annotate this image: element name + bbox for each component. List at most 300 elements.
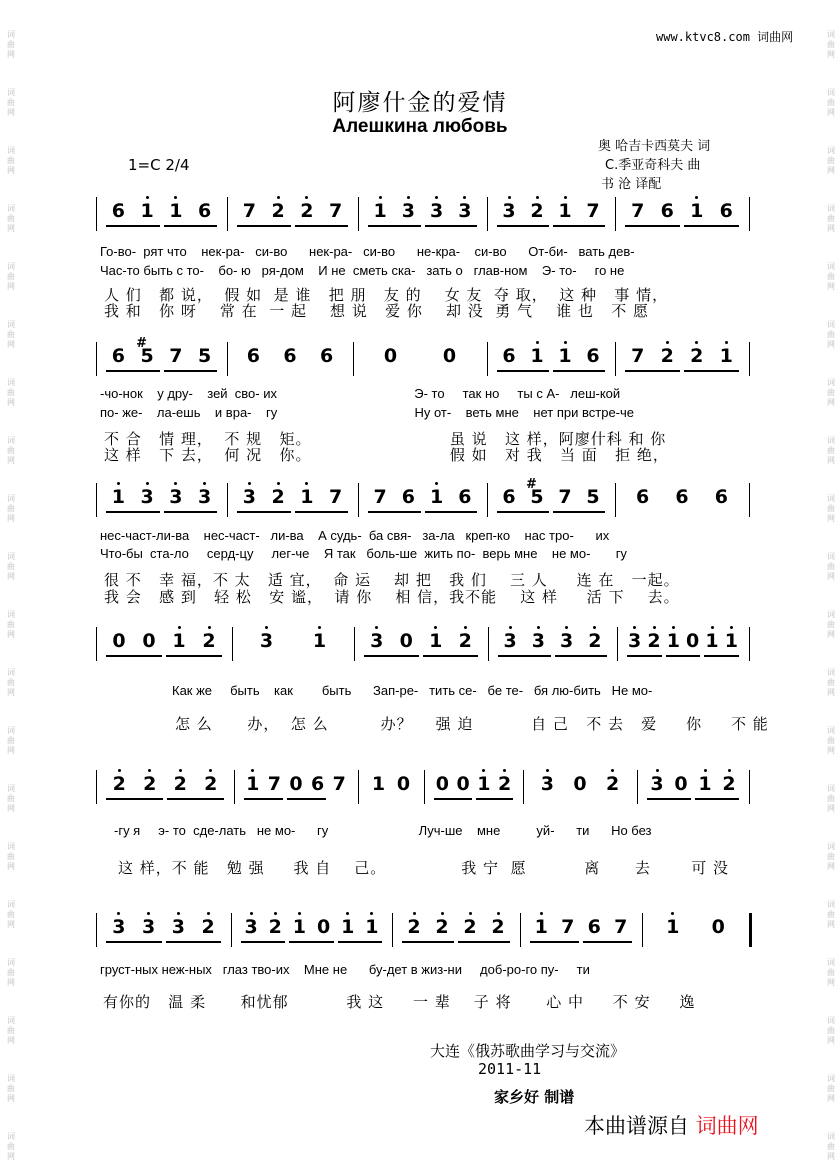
beam-underline — [684, 225, 739, 227]
beam-underline — [106, 798, 163, 800]
high-octave-dot — [435, 482, 438, 485]
watermark-text: 词 曲 网 — [827, 320, 835, 349]
watermark-text: 词 曲 网 — [827, 726, 835, 755]
note: 3 — [502, 200, 516, 222]
high-octave-dot — [209, 769, 212, 772]
left-watermark-strip — [4, 0, 18, 1169]
beam-underline — [402, 941, 454, 943]
barline — [96, 627, 97, 661]
russian-lyric-line: груст-ных неж-ных глаз тво-их Мне не бу-дет в жиз-ни доб-ро-го пу- ти — [100, 962, 590, 977]
high-octave-dot — [633, 626, 636, 629]
note: 5 — [140, 345, 154, 367]
note: 1 — [172, 630, 186, 652]
barline — [96, 197, 97, 231]
beam-underline — [434, 798, 472, 800]
site-url[interactable]: www.ktvc8.com — [656, 30, 750, 44]
high-octave-dot — [251, 769, 254, 772]
chinese-lyric-line: 我 和 你 呀 常 在 一 起 想 说 爱 你 却 没 勇 气 谁 也 不 愿 — [104, 302, 649, 320]
note: 6 — [587, 916, 601, 938]
note: 1 — [534, 916, 548, 938]
note: 6 — [310, 773, 325, 795]
beam-underline — [237, 225, 291, 227]
barline — [232, 627, 233, 661]
barline — [637, 770, 638, 804]
barline — [615, 342, 616, 376]
beam-underline — [106, 941, 162, 943]
watermark-text: 词 曲 网 — [7, 436, 15, 465]
note: 1 — [429, 630, 443, 652]
note: 0 — [442, 345, 457, 367]
watermark-text: 词 曲 网 — [7, 88, 15, 117]
note: 2 — [606, 773, 620, 795]
beam-underline — [289, 941, 333, 943]
note: 6 — [675, 486, 689, 508]
note: 0 — [142, 630, 156, 652]
watermark-text: 词 曲 网 — [7, 1016, 15, 1045]
note: 5 — [586, 486, 600, 508]
barline — [487, 197, 488, 231]
beam-underline — [295, 225, 349, 227]
note: 0 — [383, 345, 398, 367]
watermark-text: 词 曲 网 — [827, 842, 835, 871]
note: 2 — [201, 916, 215, 938]
source-brand[interactable]: 词曲网 — [695, 1114, 759, 1138]
beam-underline — [497, 225, 549, 227]
note: 3 — [140, 486, 154, 508]
note: 3 — [503, 630, 517, 652]
note: 2 — [202, 630, 216, 652]
high-octave-dot — [509, 626, 512, 629]
beam-underline — [106, 655, 162, 657]
barline — [615, 197, 616, 231]
note: 2 — [173, 773, 187, 795]
beam-underline — [237, 511, 291, 513]
beam-underline — [684, 370, 739, 372]
note: 6 — [401, 486, 415, 508]
barline — [227, 483, 228, 517]
barline — [231, 913, 232, 947]
chinese-lyric-line: 不 合 情 理， 不 规 矩。 虽 说 这 样，阿廖什科 和 你 — [104, 430, 667, 448]
note: 2 — [300, 200, 314, 222]
note: 7 — [267, 773, 281, 795]
note: 2 — [647, 630, 661, 652]
high-octave-dot — [346, 912, 349, 915]
barline — [749, 627, 750, 661]
note: 1 — [719, 345, 733, 367]
high-octave-dot — [540, 912, 543, 915]
beam-underline — [497, 370, 549, 372]
note: 0 — [435, 773, 449, 795]
barline — [488, 627, 489, 661]
note: 6 — [636, 486, 650, 508]
chinese-lyric-line: 有你的 温 柔 和忧郁 我 这 一 辈 子 将 心 中 不 安 逸 — [103, 993, 696, 1011]
barline — [354, 627, 355, 661]
high-octave-dot — [536, 196, 539, 199]
note: 2 — [588, 630, 602, 652]
watermark-text: 词 曲 网 — [827, 1016, 835, 1045]
note: 0 — [456, 773, 470, 795]
russian-lyric-line: -гу я э- то сде-лать не мо- гу Луч-ше мне уй- ти Но без — [114, 823, 652, 838]
barline — [96, 770, 97, 804]
note: 2 — [112, 773, 126, 795]
beam-underline — [164, 370, 218, 372]
high-octave-dot — [146, 196, 149, 199]
beam-underline — [295, 511, 349, 513]
high-octave-dot — [536, 341, 539, 344]
chinese-lyric-line: 这 样 下 去， 何 况 你。 假 如 对 我 当 面 拒 绝， — [104, 446, 669, 464]
barline — [96, 342, 97, 376]
watermark-text: 词 曲 网 — [827, 900, 835, 929]
watermark-text: 词 曲 网 — [827, 1074, 835, 1103]
note: 3 — [430, 200, 444, 222]
note: 3 — [560, 630, 574, 652]
russian-lyric-line: нес-част-ли-ва нес-част- ли-ва А судь- ба свя- за-ла креп-ко нас тро- их — [100, 528, 610, 543]
high-octave-dot — [564, 341, 567, 344]
watermark-text: 词 曲 网 — [827, 262, 835, 291]
high-octave-dot — [305, 196, 308, 199]
note: 1 — [371, 773, 386, 795]
beam-underline — [368, 511, 421, 513]
watermark-text: 词 曲 网 — [7, 610, 15, 639]
note: 3 — [458, 200, 472, 222]
russian-lyric-line: по- же- ла-ешь и вра- гу Ну от- веть мне нет при встре-че — [100, 405, 635, 420]
high-octave-dot — [203, 482, 206, 485]
note: 7 — [169, 345, 183, 367]
note: 2 — [722, 773, 736, 795]
footer-engraver: 家乡好 制谱 — [494, 1088, 575, 1106]
high-octave-dot — [117, 482, 120, 485]
high-octave-dot — [441, 912, 444, 915]
high-octave-dot — [546, 769, 549, 772]
note: 0 — [711, 916, 725, 938]
chinese-lyric-line: 很 不 幸 福，不 太 适 宜， 命 运 却 把 我 们 三 人 连 在 一起。 — [104, 571, 680, 589]
note: 1 — [698, 773, 712, 795]
barline — [358, 197, 359, 231]
high-octave-dot — [370, 912, 373, 915]
note: 1 — [430, 486, 444, 508]
beam-underline — [553, 225, 605, 227]
high-octave-dot — [250, 912, 253, 915]
note: 1 — [246, 773, 260, 795]
note: 0 — [399, 630, 413, 652]
watermark-text: 词 曲 网 — [827, 784, 835, 813]
chinese-lyric-line: 怎 么 办， 怎 么 办？ 强 迫 自 己 不 去 爱 你 不 能 — [175, 715, 769, 733]
watermark-text: 词 曲 网 — [827, 552, 835, 581]
song-title: 阿廖什金的爱情 — [332, 90, 508, 116]
high-octave-dot — [593, 626, 596, 629]
barline — [749, 483, 750, 517]
source-prefix: 本曲谱源自 — [584, 1114, 689, 1138]
note: 3 — [259, 630, 274, 652]
high-octave-dot — [497, 912, 500, 915]
watermark-text: 词 曲 网 — [7, 958, 15, 987]
watermark-text: 词 曲 网 — [7, 494, 15, 523]
note: 7 — [586, 200, 600, 222]
barline — [227, 197, 228, 231]
barline — [358, 770, 359, 804]
note: 1 — [690, 200, 704, 222]
note: 3 — [142, 916, 156, 938]
site-header — [656, 28, 793, 45]
watermark-text: 词 曲 网 — [827, 30, 835, 59]
high-octave-dot — [146, 482, 149, 485]
beam-underline — [244, 798, 283, 800]
note: 2 — [268, 916, 282, 938]
note: 7 — [329, 200, 343, 222]
beam-underline — [106, 225, 160, 227]
high-octave-dot — [248, 482, 251, 485]
beam-underline — [364, 655, 419, 657]
beam-underline — [166, 941, 222, 943]
note: 6 — [660, 200, 674, 222]
note: 2 — [271, 200, 285, 222]
barline — [749, 770, 750, 804]
barline — [392, 913, 393, 947]
russian-lyric-line: Что-бы ста-ло серд-цу лег-че Я так боль-ше жить по- верь мне не мо- гу — [100, 546, 627, 561]
note: 7 — [373, 486, 387, 508]
watermark-text: 词 曲 网 — [7, 1074, 15, 1103]
note: 1 — [341, 916, 355, 938]
high-octave-dot — [118, 769, 121, 772]
note: 3 — [540, 773, 554, 795]
high-octave-dot — [407, 196, 410, 199]
beam-underline — [625, 225, 680, 227]
note: 1 — [666, 630, 680, 652]
watermark-text: 词 曲 网 — [7, 842, 15, 871]
note: 2 — [530, 200, 544, 222]
note: 6 — [586, 345, 600, 367]
beam-underline — [241, 941, 285, 943]
note: 6 — [283, 345, 297, 367]
barline — [234, 770, 235, 804]
watermark-text: 词 曲 网 — [827, 88, 835, 117]
high-octave-dot — [508, 196, 511, 199]
barline — [96, 483, 97, 517]
watermark-text: 词 曲 网 — [7, 900, 15, 929]
barline — [487, 483, 488, 517]
russian-lyric-line: Час-то быть с то- бо- ю ря-дом И не сметь ска- зать о глав-ном Э- то- го не — [100, 263, 625, 278]
high-octave-dot — [469, 912, 472, 915]
note: 1 — [477, 773, 491, 795]
high-octave-dot — [434, 626, 437, 629]
high-octave-dot — [564, 196, 567, 199]
high-octave-dot — [728, 769, 731, 772]
beam-underline — [647, 798, 691, 800]
russian-lyric-line: -чо-нок у дру- зей сво- их Э- то так но ты с А- леш-кой — [100, 386, 621, 401]
note: 7 — [631, 200, 645, 222]
beam-underline — [287, 798, 326, 800]
note: 5 — [530, 486, 544, 508]
high-octave-dot — [207, 912, 210, 915]
beam-underline — [666, 655, 701, 657]
beam-underline — [164, 511, 218, 513]
note: 2 — [690, 345, 704, 367]
watermark-text: 词 曲 网 — [7, 668, 15, 697]
note: 6 — [320, 345, 334, 367]
beam-underline — [106, 370, 160, 372]
note: 7 — [242, 200, 256, 222]
note: 3 — [198, 486, 212, 508]
high-octave-dot — [711, 626, 714, 629]
note: 7 — [631, 345, 645, 367]
note: 1 — [365, 916, 379, 938]
note: 2 — [491, 916, 505, 938]
note: 1 — [724, 630, 738, 652]
high-octave-dot — [435, 196, 438, 199]
high-octave-dot — [482, 769, 485, 772]
watermark-text: 词 曲 网 — [827, 494, 835, 523]
high-octave-dot — [375, 626, 378, 629]
high-octave-dot — [277, 196, 280, 199]
high-octave-dot — [305, 482, 308, 485]
composer-credit: С.季亚奇科夫 曲 — [605, 158, 701, 173]
barline — [520, 913, 521, 947]
note: 6 — [246, 345, 260, 367]
note: 2 — [498, 773, 512, 795]
high-octave-dot — [208, 626, 211, 629]
russian-lyric-line: Го-во- рят что нек-ра- си-во нек-ра- си-во не-кра- си-во От-би- вать дев- — [100, 244, 635, 259]
beam-underline — [423, 655, 478, 657]
lyricist-credit: 奥 哈吉卡西莫夫 词 — [598, 139, 711, 154]
beam-underline — [338, 941, 382, 943]
note: 3 — [628, 630, 642, 652]
high-octave-dot — [298, 912, 301, 915]
right-watermark-strip — [824, 0, 838, 1169]
high-octave-dot — [666, 341, 669, 344]
note: 3 — [650, 773, 664, 795]
barline — [227, 342, 228, 376]
beam-underline — [166, 655, 222, 657]
chinese-lyric-line: 我 会 感 到 轻 松 安 谧， 请 你 相 信，我不能 这 样 活 下 去。 — [104, 588, 680, 606]
note: 1 — [140, 200, 154, 222]
barline — [424, 770, 425, 804]
beam-underline — [627, 655, 662, 657]
watermark-text: 词 曲 网 — [7, 320, 15, 349]
note: 6 — [198, 200, 212, 222]
note: 0 — [573, 773, 587, 795]
beam-underline — [368, 225, 421, 227]
watermark-text: 词 曲 网 — [827, 1132, 835, 1161]
beam-underline — [553, 370, 605, 372]
beam-underline — [167, 798, 224, 800]
high-octave-dot — [148, 769, 151, 772]
note: 5 — [198, 345, 212, 367]
note: 0 — [316, 916, 331, 938]
beam-underline — [106, 511, 160, 513]
note: 7 — [614, 916, 628, 938]
note: 3 — [242, 486, 256, 508]
note: 6 — [502, 345, 516, 367]
high-octave-dot — [379, 196, 382, 199]
high-octave-dot — [503, 769, 506, 772]
barline — [617, 627, 618, 661]
beam-underline — [458, 941, 510, 943]
footer-date: 2011-11 — [478, 1060, 542, 1078]
note: 6 — [458, 486, 472, 508]
note: 6 — [719, 200, 733, 222]
chinese-lyric-line: 这 样，不 能 勉 强 我 自 己。 我 宁 愿 离 去 可 没 — [118, 859, 730, 877]
beam-underline — [425, 225, 478, 227]
note: 3 — [171, 916, 185, 938]
beam-underline — [530, 941, 579, 943]
note: 2 — [204, 773, 218, 795]
beam-underline — [164, 225, 218, 227]
high-octave-dot — [537, 626, 540, 629]
note: 3 — [531, 630, 545, 652]
high-octave-dot — [653, 626, 656, 629]
note: 1 — [312, 630, 327, 652]
note: 0 — [396, 773, 411, 795]
barline — [353, 342, 354, 376]
note: 2 — [407, 916, 421, 938]
watermark-text: 词 曲 网 — [827, 204, 835, 233]
note: 0 — [112, 630, 126, 652]
high-octave-dot — [413, 912, 416, 915]
sharp-sign: # — [526, 477, 537, 492]
high-octave-dot — [179, 769, 182, 772]
high-octave-dot — [730, 626, 733, 629]
watermark-text: 词 曲 网 — [7, 1132, 15, 1161]
note: 7 — [561, 916, 575, 938]
beam-underline — [498, 655, 551, 657]
note: 3 — [244, 916, 258, 938]
barline — [358, 483, 359, 517]
note: 2 — [660, 345, 674, 367]
watermark-text: 词 曲 网 — [7, 30, 15, 59]
high-octave-dot — [565, 626, 568, 629]
note: 2 — [271, 486, 285, 508]
barline — [749, 342, 750, 376]
barline — [642, 913, 643, 947]
note: 0 — [289, 773, 303, 795]
note: 7 — [329, 486, 343, 508]
high-octave-dot — [117, 912, 120, 915]
note: 0 — [686, 630, 700, 652]
note: 7 — [558, 486, 572, 508]
barline — [749, 197, 750, 231]
note: 6 — [111, 345, 125, 367]
watermark-text: 词 曲 网 — [827, 668, 835, 697]
site-name: 词曲网 — [757, 30, 794, 44]
barline — [96, 913, 97, 947]
note: 1 — [373, 200, 387, 222]
watermark-text: 词 曲 网 — [7, 378, 15, 407]
beam-underline — [625, 370, 680, 372]
note: 1 — [300, 486, 314, 508]
beam-underline — [497, 511, 549, 513]
note: 2 — [143, 773, 157, 795]
note: 1 — [558, 345, 572, 367]
note: 2 — [435, 916, 449, 938]
song-subtitle: Алешкина любовь — [332, 116, 508, 137]
note: 6 — [111, 200, 125, 222]
watermark-text: 词 曲 网 — [827, 436, 835, 465]
high-octave-dot — [174, 482, 177, 485]
note: 7 — [332, 773, 346, 795]
beam-underline — [583, 941, 632, 943]
note: 3 — [112, 916, 126, 938]
beam-underline — [476, 798, 514, 800]
note: 1 — [558, 200, 572, 222]
high-octave-dot — [177, 912, 180, 915]
source-note — [584, 1110, 759, 1140]
barline — [523, 770, 524, 804]
beam-underline — [555, 655, 608, 657]
high-octave-dot — [274, 912, 277, 915]
high-octave-dot — [277, 482, 280, 485]
note: 6 — [502, 486, 516, 508]
note: 2 — [458, 630, 472, 652]
